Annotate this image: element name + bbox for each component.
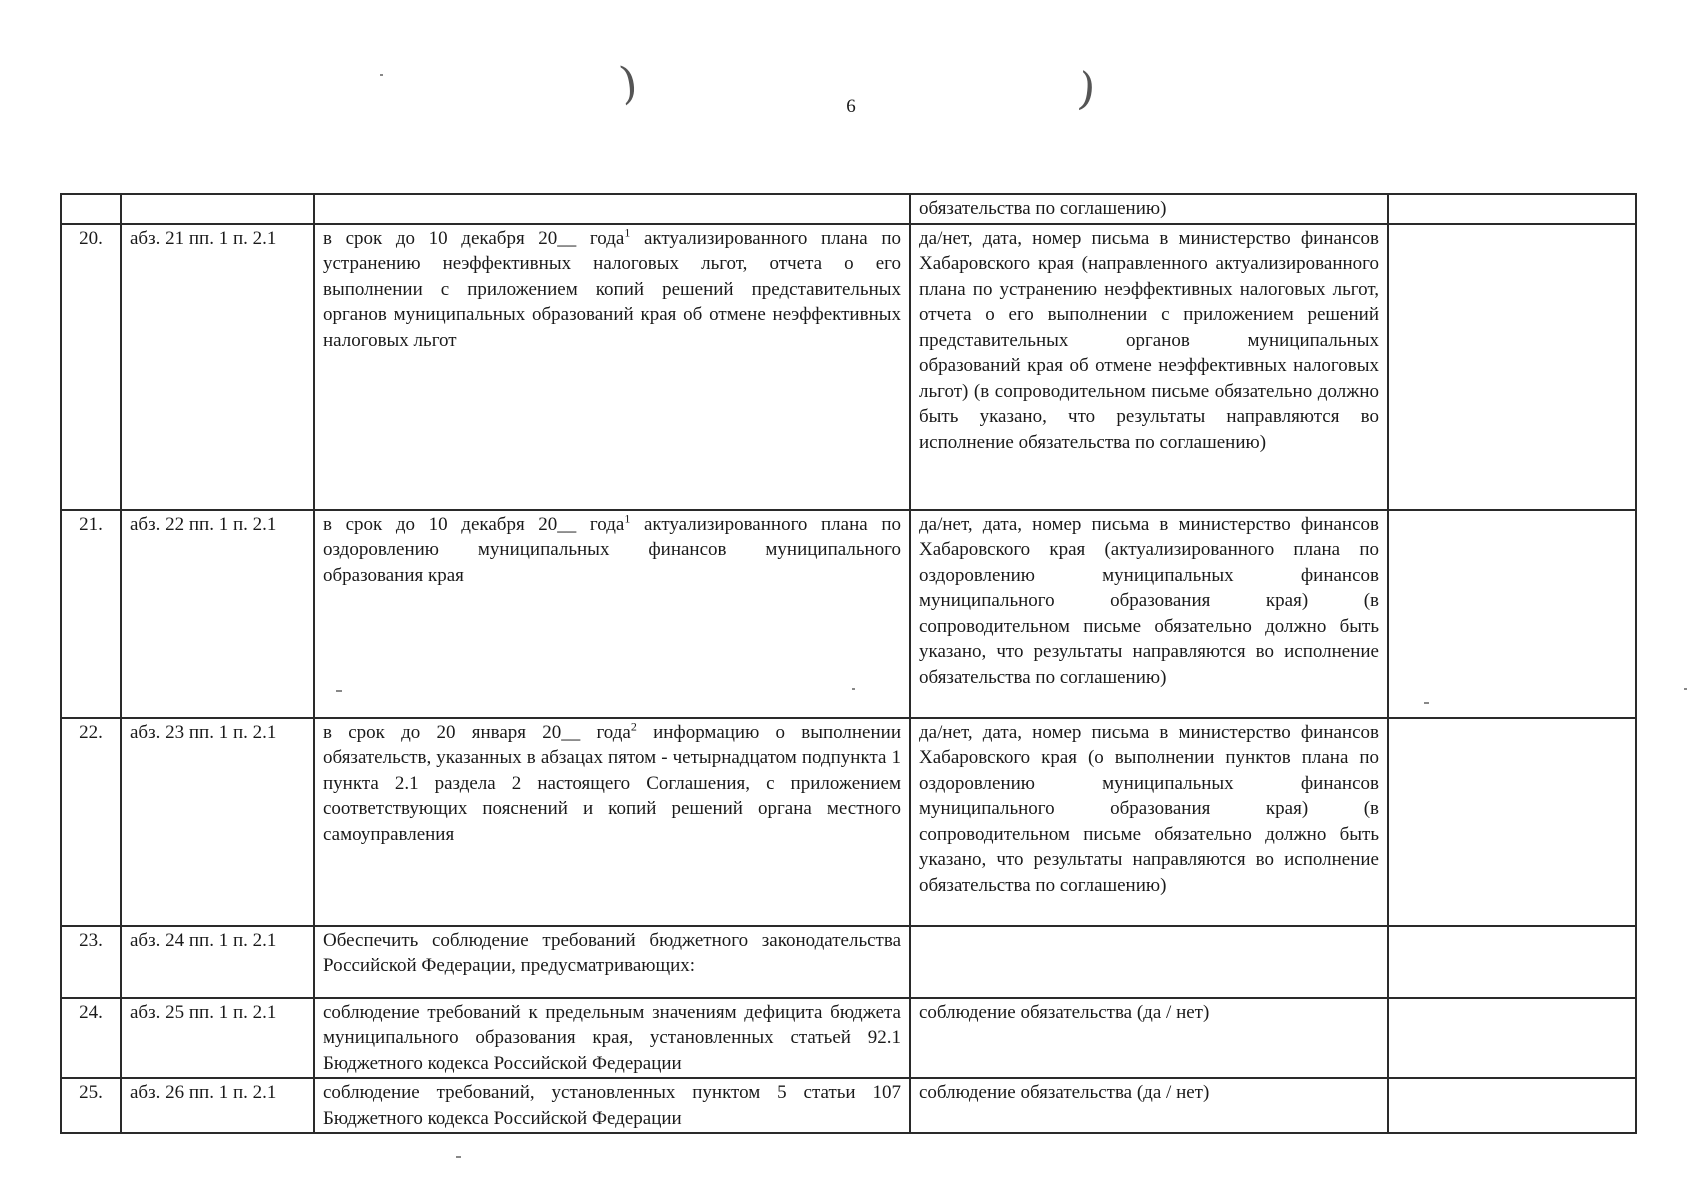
page-number: 6 [846,96,856,117]
margin-bracket-mark-left: ) [616,57,641,110]
cell-num [61,194,121,224]
scan-speck [380,74,383,76]
row-obligation [314,510,910,718]
row-obligation [314,1078,910,1133]
row-number: 25. [61,1078,121,1133]
row-number: 21. [61,510,121,718]
cell-indicator: обязательства по соглашению) [910,194,1388,224]
scan-speck [1684,688,1687,690]
obligation-text-cont: актуализированного плана по устранению неэффективных налоговых льгот, отчета о его выполнении с приложением копий решений представительных органов муниципальных образований края об отмене неэффективных налоговых льгот [323,227,901,351]
obligation-text-cont: информацию о выполнении обязательств, указанных в абзацах пятом - четырнадцатом подпункта 1 пункта 2.1 раздела 2 настоящего Соглашения, с приложением соответствующих пояснений и копий решений органа местного самоуправления [323,721,901,845]
table-row-continuation [61,194,1636,224]
scan-speck [456,1156,461,1158]
obligations-table [60,193,1637,1134]
footnote-mark: 2 [630,719,637,734]
row-number: 22. [61,718,121,926]
row-reference: абз. 25 пп. 1 п. 2.1 [121,998,314,1079]
row-indicator: соблюдение обязательства (да / нет) [910,1078,1388,1133]
obligation-text: в срок до 10 декабря 20__ года [323,227,625,249]
row-obligation [314,926,910,998]
row-reference: абз. 26 пп. 1 п. 2.1 [121,1078,314,1133]
table-row [61,718,1636,926]
row-obligation [314,224,910,510]
row-indicator: да/нет, дата, номер письма в министерство финансов Хабаровского края (о выполнении пунктов плана по оздоровлению муниципальных финансов муниципального образования края) (в сопроводительном письме обязательно должно быть указано, что результаты направляются во исполнение обязательства по соглашению) [910,718,1388,926]
row-reference: абз. 22 пп. 1 п. 2.1 [121,510,314,718]
row-reference: абз. 24 пп. 1 п. 2.1 [121,926,314,998]
obligation-text: в срок до 20 января 20__ года [323,721,631,743]
row-value [1388,510,1636,718]
scan-speck [336,690,342,692]
cell-obligation [314,194,910,224]
table-row [61,1078,1636,1133]
row-obligation [314,718,910,926]
obligation-text-cont: актуализированного плана по оздоровлению муниципальных финансов муниципального образования края [323,513,901,586]
row-value [1388,718,1636,926]
scan-speck [1424,702,1429,704]
obligation-text: Обеспечить соблюдение требований бюджетного законодательства Российской Федерации, предусматривающих: [323,929,901,976]
table-row [61,224,1636,510]
row-reference: абз. 23 пп. 1 п. 2.1 [121,718,314,926]
table-row [61,926,1636,998]
table-row [61,998,1636,1079]
row-indicator: да/нет, дата, номер письма в министерство финансов Хабаровского края (направленного актуализированного плана по устранению неэффективных налоговых льгот, отчета о его выполнении с приложением решений представительных органов муниципальных образований края об отмене неэффективных налоговых льгот) (в сопроводительном письме обязательно должно быть указано, что результаты направляются во исполнение обязательства по соглашению) [910,224,1388,510]
row-indicator: соблюдение обязательства (да / нет) [910,998,1388,1079]
row-value [1388,224,1636,510]
row-indicator [910,926,1388,998]
obligation-text: соблюдение требований к предельным значениям дефицита бюджета муниципального образования края, установленных статьей 92.1 Бюджетного кодекса Российской Федерации [323,1001,901,1074]
obligation-text: соблюдение требований, установленных пунктом 5 статьи 107 Бюджетного кодекса Российской Федерации [323,1082,901,1129]
row-number: 20. [61,224,121,510]
row-number: 23. [61,926,121,998]
table-row [61,510,1636,718]
scan-speck [852,688,855,690]
row-value [1388,998,1636,1079]
row-value [1388,1078,1636,1133]
row-reference: абз. 21 пп. 1 п. 2.1 [121,224,314,510]
row-indicator: да/нет, дата, номер письма в министерство финансов Хабаровского края (актуализированного плана по оздоровлению муниципальных финансов муниципального образования края) (в сопроводительном письме обязательно должно быть указано, что результаты направляются во исполнение обязательства по соглашению) [910,510,1388,718]
cell-ref [121,194,314,224]
row-value [1388,926,1636,998]
margin-bracket-mark-right: ) [1075,63,1098,116]
obligation-text: в срок до 10 декабря 20__ года [323,513,625,535]
footnote-mark: 1 [624,511,631,526]
cell-value [1388,194,1636,224]
footnote-mark: 1 [624,225,631,240]
row-number: 24. [61,998,121,1079]
row-obligation [314,998,910,1079]
